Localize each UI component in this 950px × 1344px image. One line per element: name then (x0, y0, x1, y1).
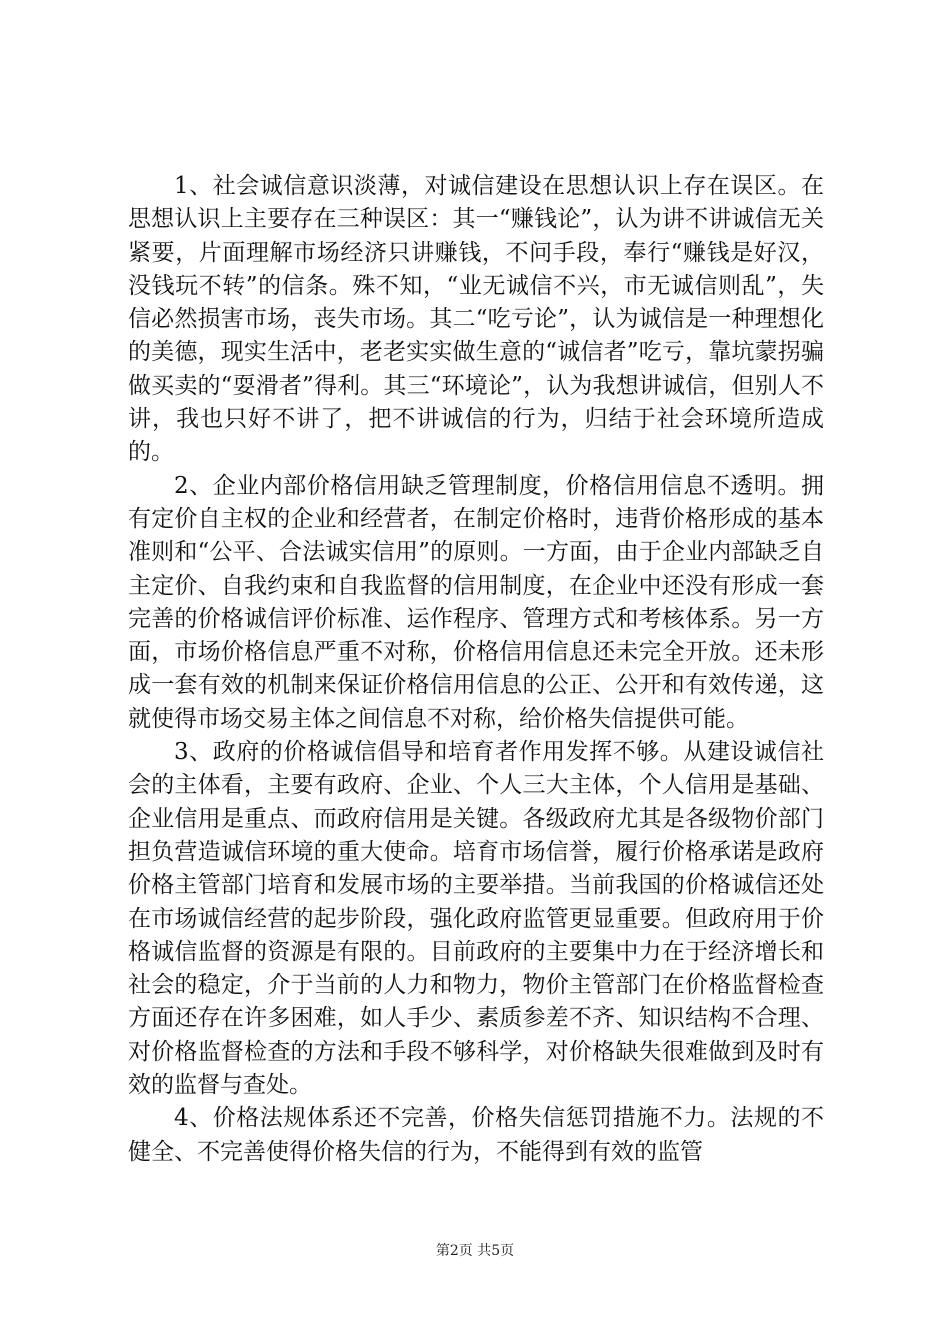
paragraph-3: 3、政府的价格诚信倡导和培育者作用发挥不够。从建设诚信社会的主体看，主要有政府、企业、个人三大主体，个人信用是基础、企业信用是重点、而政府信用是关键。各级政府尤其是各级物价部门担负营造诚信环境的重大使命。培育市场信誉，履行价格承诺是政府价格主管部门培育和发展市场的主要举措。当前我国的价格诚信还处在市场诚信经营的起步阶段，强化政府监管更显重要。但政府用于价格诚信监督的资源是有限的。目前政府的主要集中力在于经济增长和社会的稳定，介于当前的人力和物力，物价主管部门在价格监督检查方面还存在许多困难，如人手少、素质参差不齐、知识结构不合理、对价格监督检查的方法和手段不够科学，对价格缺失很难做到及时有效的监督与查处。 (128, 739, 824, 1099)
paragraph-2: 2、企业内部价格信用缺乏管理制度，价格信用信息不透明。拥有定价自主权的企业和经营者，在制定价格时，违背价格形成的基本准则和“公平、合法诚实信用”的原则。一方面，由于企业内部缺乏自主定价、自我约束和自我监督的信用制度，在企业中还没有形成一套完善的价格诚信评价标准、运作程序、管理方式和考核体系。另一方面，市场价格信息严重不对称，价格信用信息还未完全开放。还未形成一套有效的机制来保证价格信用信息的公正、公开和有效传递，这就使得市场交易主体之间信息不对称，给价格失信提供可能。 (128, 472, 824, 732)
paragraph-1: 1、社会诚信意识淡薄，对诚信建设在思想认识上存在误区。在思想认识上主要存在三种误区：其一“赚钱论”，认为讲不讲诚信无关紧要，片面理解市场经济只讲赚钱，不问手段，奉行“赚钱是好汉，没钱玩不转”的信条。殊不知，“业无诚信不兴，市无诚信则乱”，失信必然损害市场，丧失市场。其二“吃亏论”，认为诚信是一种理想化的美德，现实生活中，老老实实做生意的“诚信者”吃亏，靠坑蒙拐骗做买卖的“耍滑者”得利。其三“环境论”，认为我想讲诚信，但别人不讲，我也只好不讲了，把不讲诚信的行为，归结于社会环境所造成的。 (128, 173, 824, 466)
document-body (128, 170, 824, 1169)
page-number-footer: 第2页 共5页 (435, 1243, 515, 1259)
paragraph-4: 4、价格法规体系还不完善，价格失信惩罚措施不力。法规的不健全、不完善使得价格失信的行为，不能得到有效的监管 (128, 1105, 824, 1165)
